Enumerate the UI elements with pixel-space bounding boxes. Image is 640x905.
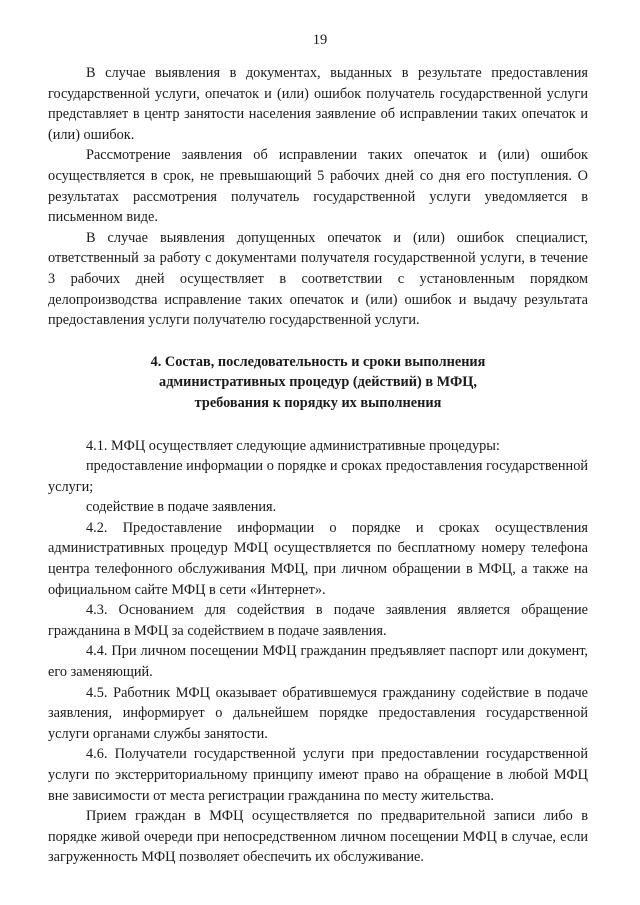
paragraph-reception: Прием граждан в МФЦ осуществляется по предварительной записи либо в порядке живой очереди при непосредственном личном посещении МФЦ в случае, если загруженность МФЦ позволяет обеспечить их обслуживание. [48,808,588,866]
paragraph-correction-request: В случае выявления в документах, выданных в результате предоставления государственной услуги, опечаток и (или) ошибок получатель государственной услуги представляет в центр занятости населения заявление об исправлении таких опечаток и (или) ошибок. [48,65,588,143]
paragraph-4-1: 4.1. МФЦ осуществляет следующие административные процедуры: [86,437,500,454]
paragraph-4-4: 4.4. При личном посещении МФЦ гражданин предъявляет паспорт или документ, его заменяющий. [48,643,588,681]
paragraph-4-5: 4.5. Работник МФЦ оказывает обратившемуся гражданину содействие в подаче заявления, информирует о дальнейшем порядке предоставления государственной услуги органами службы занятости. [48,684,588,742]
paragraph-review-term: Рассмотрение заявления об исправлении таких опечаток и (или) ошибок осуществляется в срок, не превышающий 5 рабочих дней со дня его поступления. О результатах рассмотрения получатель государственной услуги уведомляется в письменном виде. [48,147,588,226]
paragraph-4-1-item-info: предоставление информации о порядке и сроках предоставления государственной услуги; [48,458,588,495]
page-number: 19 [312,32,328,48]
section-heading-line: административных процедур (действий) в МФЦ, [159,374,477,391]
paragraph-4-2: 4.2. Предоставление информации о порядке и сроках осуществления административных процедур МФЦ осуществляется по бесплатному номеру телефона центра телефонного обслуживания МФЦ, при личном обращении в МФЦ, а также на официальном сайте МФЦ в сети «Интернет». [48,519,588,598]
paragraph-4-3: 4.3. Основанием для содействия в подаче заявления является обращение гражданина в МФЦ за содействием в подаче заявления. [48,602,588,639]
document-body [48,63,588,868]
section-heading-line: 4. Состав, последовательность и сроки выполнения [150,353,486,370]
paragraph-4-1-item-assist: содействие в подаче заявления. [86,499,277,516]
paragraph-4-6: 4.6. Получатели государственной услуги при предоставлении государственной услуги по экстерриториальному принципу имеют право на обращение в любой МФЦ вне зависимости от места регистрации гражданина по месту жительства. [48,746,588,804]
section-heading [48,352,588,414]
section-heading-line: требования к порядку их выполнения [194,394,442,411]
paragraph-correction-procedure: В случае выявления допущенных опечаток и (или) ошибок специалист, ответственный за работу с документами получателя государственной услуги, в течение 3 рабочих дней осуществляет в соответствии с установленным порядком делопроизводства исправление таких опечаток и (или) ошибок и выдачу результата предоставления услуги получателю государственной услуги. [48,229,588,329]
